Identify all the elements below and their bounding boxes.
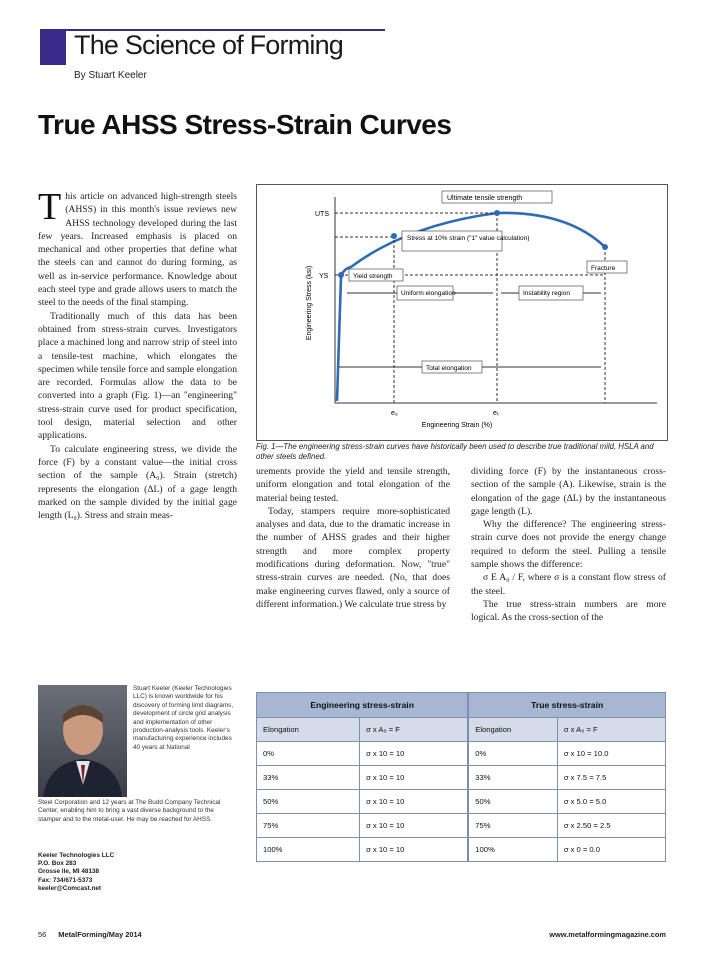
figure-1	[256, 184, 668, 441]
label-instability: Instability region	[523, 290, 570, 297]
page-number: 56	[38, 930, 47, 939]
contact-line: Keeler Technologies LLC	[38, 852, 115, 859]
table-row: 33% σ x 10 = 10 33% σ x 7.5 = 7.5	[257, 766, 666, 790]
author-contact	[38, 852, 114, 893]
true-header: True stress-strain	[469, 693, 666, 718]
eng-col1-header: Elongation	[257, 718, 360, 742]
paragraph: The true stress-strain numbers are more logical. As the cross-section of the	[471, 598, 666, 624]
contact-line: P.O. Box 283	[38, 860, 77, 868]
paragraph: Why the difference? The engineering stress-strain curve does not provide the energy change required to deform the steel. Pulling a tensile sample shows the difference:	[471, 519, 666, 571]
eng-header: Engineering stress-strain	[257, 693, 468, 718]
text-column-3	[471, 465, 666, 625]
eng-col2-header: σ x A₀ = F	[360, 718, 468, 742]
uts-point	[494, 210, 500, 216]
x-axis-label: Engineering Strain (%)	[421, 422, 493, 429]
section-color-block	[40, 29, 66, 65]
drop-cap: T	[38, 186, 62, 228]
footer-left	[38, 930, 142, 939]
table-row: 100% σ x 10 = 10 100% σ x 0 = 0.0	[257, 838, 666, 862]
author-bio-continued: Steel Corporation and 12 years at The Budd Company Technical Center, enabling him to bring a vast diverse background to the stamper and to the metal-user. He may be reached for AHSS.	[38, 799, 221, 823]
text-column-2	[256, 465, 450, 611]
text-column-1	[38, 186, 238, 522]
paragraph: To calculate engineering stress, we divide the force (F) by a constant value—the initial cross section of the sample (A₀). Strain (stretch) represents the elongation (ΔL) of a gage length marked on the sample divided by the initial gage length (L₀). Stress and strain meas-	[38, 443, 237, 522]
publication-date: MetalForming/May 2014	[58, 930, 142, 939]
author-photo	[38, 685, 127, 797]
ten-pct-point	[391, 233, 397, 239]
fracture-point	[602, 244, 608, 250]
stress-strain-diagram	[257, 185, 667, 440]
ytick-uts: UTS	[315, 211, 329, 218]
contact-line: Fax: 734/671-5373	[38, 876, 93, 884]
stress-strain-table	[256, 692, 666, 862]
paragraph: dividing force (F) by the instantaneous cross-section of the sample (A). Likewise, strain is the elongation of the gage (ΔL) by the instantaneous gage length (L).	[471, 466, 666, 517]
paragraph: Today, stampers require more-sophisticated analyses and data, due to the dramatic increase in the number of AHSS grades and their higher strength and more complex property modifications during deformation. Now, "true" stress-strain curves are needed. (No, that does make engineering curves flawed, only a source of different information.) We calculate true stress by	[256, 505, 450, 610]
label-fracture: Fracture	[591, 265, 616, 272]
yield-point	[338, 272, 344, 278]
footer-url[interactable]: www.metalformingmagazine.com	[549, 930, 666, 939]
label-stress10: Stress at 10% strain ("1" value calculation)	[407, 235, 530, 242]
article-headline: True AHSS Stress-Strain Curves	[38, 109, 452, 140]
table-row: 0% σ x 10 = 10 0% σ x 10 = 10.0	[257, 742, 666, 766]
paragraph: σ E A₀ / F, where σ is a constant flow stress of the steel.	[471, 572, 666, 597]
ytick-ys: YS	[319, 273, 329, 280]
byline: By Stuart Keeler	[74, 70, 147, 81]
author-bio: Stuart Keeler (Keeler Technologies LLC) is known worldwide for his discovery of forming limit diagrams, development of circle grid analysis and implementation of other production-analysis tools. Keeler's manufacturing experience includes 40 years at National	[133, 685, 234, 751]
xtick-eu: eᵤ	[391, 410, 398, 417]
table-row: 75% σ x 10 = 10 75% σ x 2.50 = 2.5	[257, 814, 666, 838]
label-total: Total elongation	[426, 365, 472, 372]
paragraph: Traditionally much of this data has been obtained from stress-strain curves. Investigators place a machined long and narrow strip of steel into a tensile-test machine, which elongates the specimen while tensile force and sample elongation are recorded. Formulas allow the data to be converted into a graph (Fig. 1)—an "engineering" stress-strain curve used for product specification, tool design, material selection and other applications.	[38, 310, 238, 442]
section-title: The Science of Forming	[74, 30, 344, 60]
contact-email: keeler@Comcast.net	[38, 884, 102, 892]
paragraph: urements provide the yield and tensile strength, uniform elongation and total elongation of the material being tested.	[256, 466, 450, 504]
y-axis-label: Engineering Stress (ksi)	[306, 265, 313, 341]
label-yield: Yield strength	[353, 273, 393, 280]
label-uniform: Uniform elongation	[401, 290, 456, 297]
contact-line: Grosse Ile, MI 48138	[38, 868, 100, 876]
label-uts: Ultimate tensile strength	[447, 195, 523, 202]
true-col2-header: σ x A₀ = F	[557, 718, 665, 742]
table-row: 50% σ x 10 = 10 50% σ x 5.0 = 5.0	[257, 790, 666, 814]
xtick-et: eₜ	[493, 410, 499, 417]
paragraph: This article on advanced high-strength steels (AHSS) in this month's issue reviews new AHSS technology developed during the last few years. Increased emphasis is placed on mechanical and other properties that define what the steels can and cannot do during forming, as well as in-service performance. Knowledge about each steel type and grade allows users to match the steel to the needs of the final stamping.	[38, 186, 237, 309]
true-col1-header: Elongation	[469, 718, 558, 742]
figure-caption: Fig. 1—The engineering stress-strain curves have historically been used to describe true traditional mild, HSLA and other steels defined.	[256, 442, 654, 461]
